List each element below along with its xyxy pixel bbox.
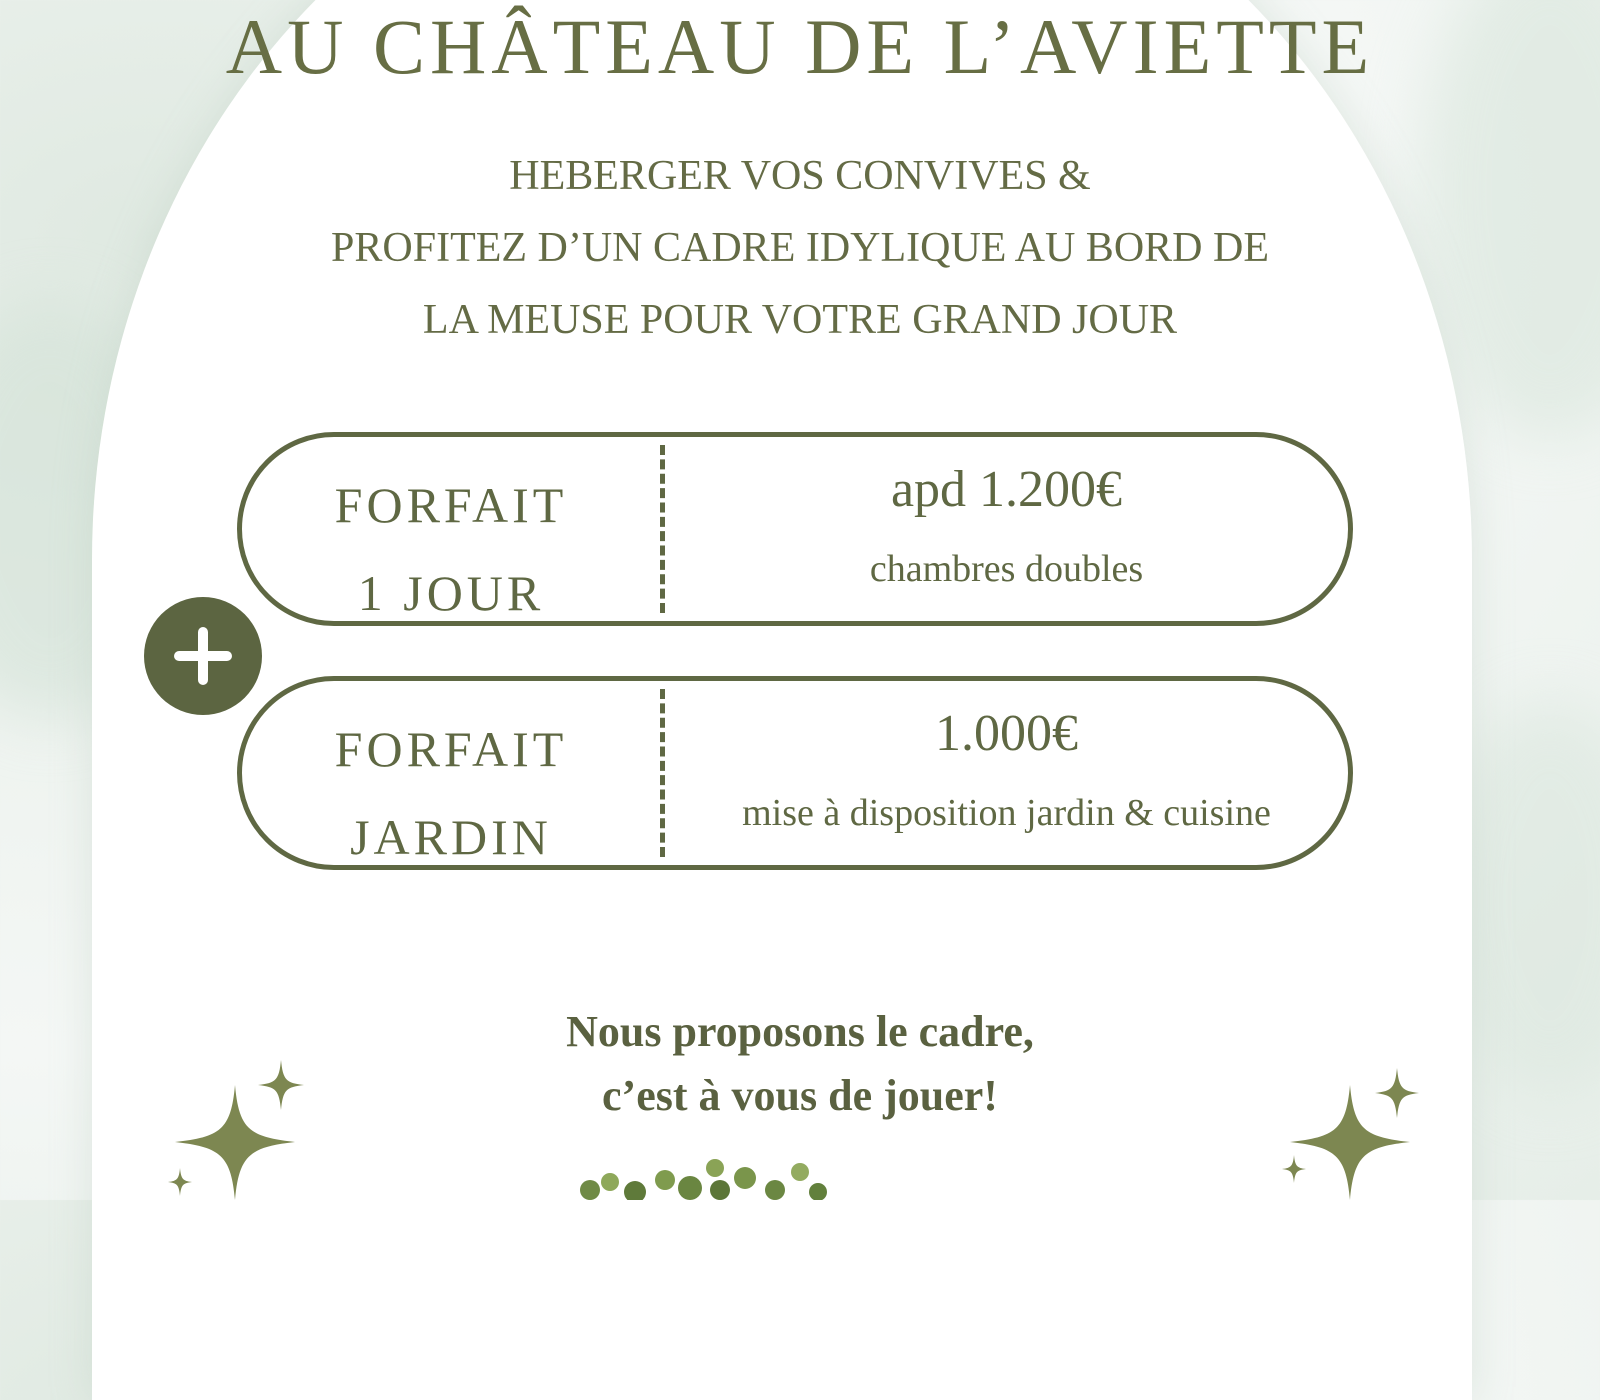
package-price: 1.000€ (935, 705, 1078, 762)
sparkle-icon-tiny-left (168, 1168, 192, 1196)
package-description: chambres doubles (869, 548, 1144, 590)
package-description: mise à disposition jardin & cuisine (742, 792, 1271, 834)
package-label (242, 705, 660, 881)
package-card-jardin (237, 676, 1353, 870)
sparkle-icon-small-right (1375, 1068, 1419, 1118)
subtitle-line-2: PROFITEZ D’UN CADRE IDYLIQUE AU BORD DE (331, 225, 1269, 271)
package-card-1-jour (237, 432, 1353, 626)
subtitle-line-3: LA MEUSE POUR VOTRE GRAND JOUR (422, 297, 1178, 343)
package-label-line-2: JARDIN (350, 809, 552, 865)
sparkle-icon-small-left (258, 1060, 304, 1110)
closing-line-1: Nous proposons le cadre, (566, 1007, 1034, 1056)
subtitle-line-1: HEBERGER VOS CONVIVES & (509, 153, 1091, 199)
subtitle (0, 140, 1600, 356)
package-label-line-1: FORFAIT (334, 477, 568, 533)
package-label-line-1: FORFAIT (334, 721, 568, 777)
plus-icon (144, 597, 262, 715)
package-price: apd 1.200€ (890, 461, 1123, 518)
page-title: AU CHÂTEAU DE L’AVIETTE (225, 3, 1375, 90)
package-label-line-2: 1 JOUR (357, 565, 545, 621)
package-label (242, 461, 660, 637)
closing-line-2: c’est à vous de jouer! (602, 1071, 998, 1120)
foliage-decoration (560, 1150, 840, 1200)
plus-icon-glyph (144, 597, 262, 715)
sparkle-icon-tiny-right (1282, 1155, 1306, 1183)
